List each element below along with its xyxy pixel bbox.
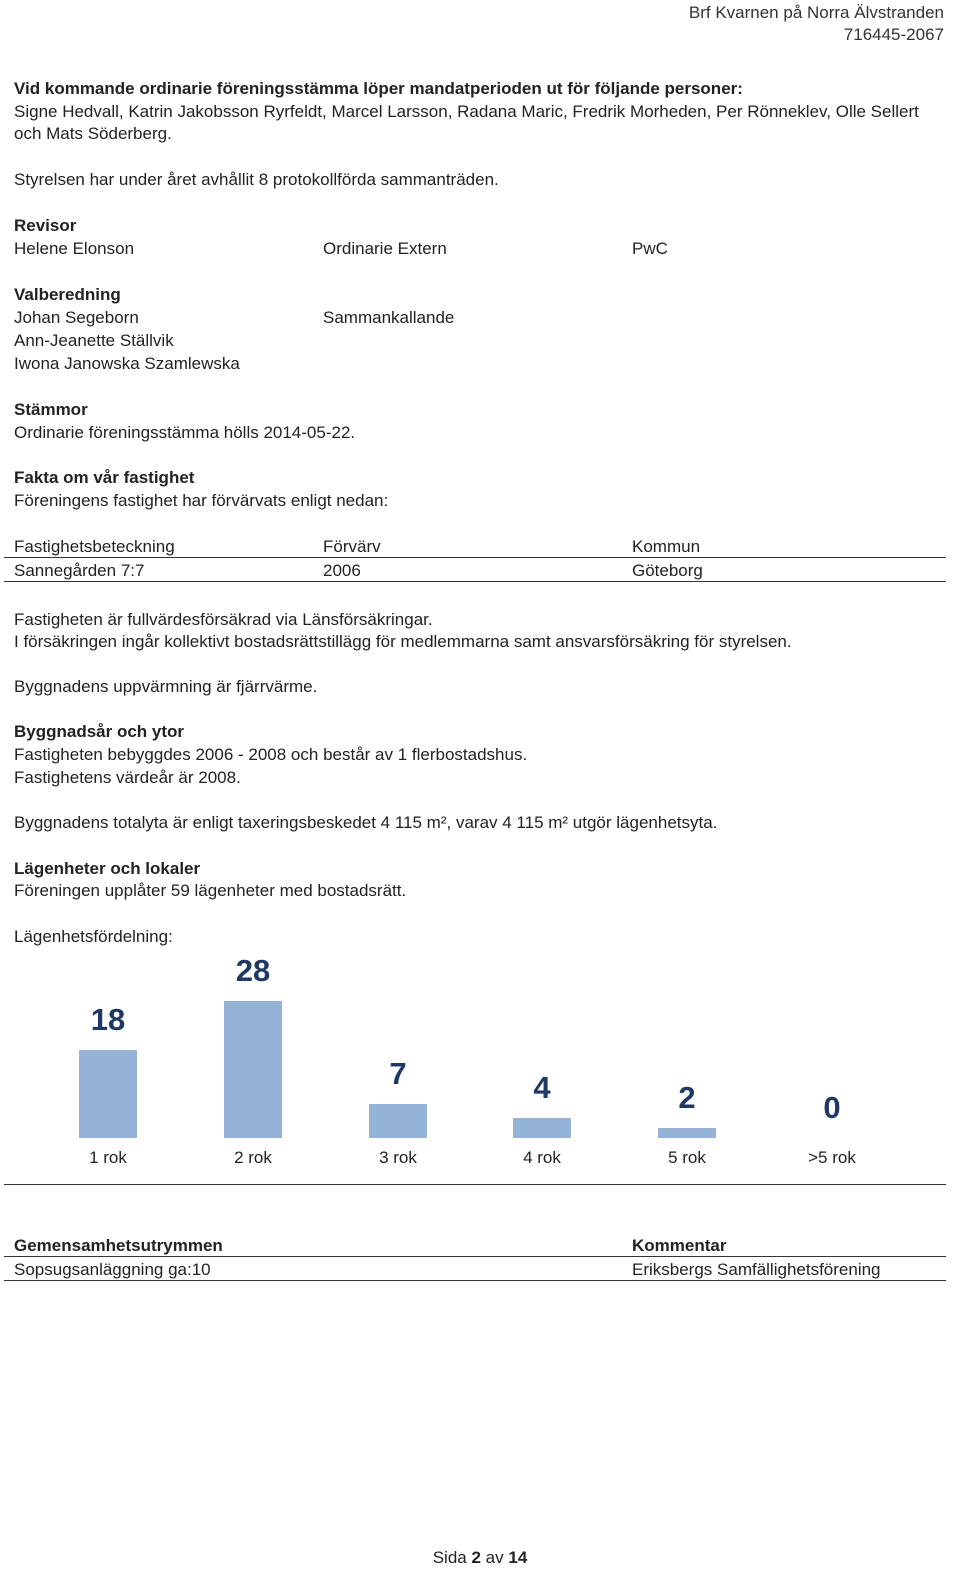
insurance-line-1: Fastigheten är fullvärdesförsäkrad via Länsförsäkringar.	[14, 610, 433, 629]
common-table-header: Kommentar	[632, 1236, 727, 1255]
chart-value-label: 28	[235, 952, 271, 988]
property-table-header: Kommun	[632, 537, 701, 556]
valberedning-role: Sammankallande	[323, 308, 455, 327]
mandate-line-1: Signe Hedvall, Katrin Jakobsson Ryrfeldt, Marcel Larsson, Radana Maric, Fredrik Morheden, Per Rönneklev, Olle Sellert	[14, 102, 919, 121]
valberedning-member: Iwona Janowska Szamlewska	[14, 354, 240, 373]
chart-value-label: 0	[823, 1090, 841, 1125]
lagenheter-heading: Lägenheter och lokaler	[14, 859, 201, 878]
insurance-line-2: I försäkringen ingår kollektivt bostadsrättstillägg för medlemmarna samt ansvarsförsäkring för styrelsen.	[14, 632, 792, 651]
stammor-heading: Stämmor	[14, 400, 88, 419]
apartment-distribution-chart	[0, 952, 960, 1180]
table-divider	[4, 557, 946, 558]
chart-baseline-rule	[4, 1184, 946, 1185]
meetings-text: Styrelsen har under året avhållit 8 protokollförda sammanträden.	[14, 170, 499, 189]
org-name: Brf Kvarnen på Norra Älvstranden	[688, 3, 944, 22]
total-pages: 14	[508, 1548, 528, 1567]
chart-category-label: 3 rok	[379, 1148, 417, 1167]
chart-bar	[658, 1128, 716, 1138]
revisor-firm: PwC	[632, 239, 668, 258]
byggnadsar-line-2: Fastighetens värdeår är 2008.	[14, 768, 241, 787]
table-divider	[4, 1256, 946, 1257]
mandate-heading: Vid kommande ordinarie föreningsstämma löper mandatperioden ut för följande personer:	[14, 79, 743, 98]
fakta-text: Föreningens fastighet har förvärvats enligt nedan:	[14, 491, 389, 510]
current-page: 2	[471, 1548, 481, 1567]
property-table-header: Förvärv	[323, 537, 381, 556]
chart-category-label: 5 rok	[668, 1148, 706, 1167]
chart-category-label: 4 rok	[523, 1148, 561, 1167]
byggnadsar-line-1: Fastigheten bebyggdes 2006 - 2008 och består av 1 flerbostadshus.	[14, 745, 528, 764]
chart-value-label: 18	[90, 1001, 126, 1037]
byggnadsar-heading: Byggnadsår och ytor	[14, 722, 185, 741]
chart-value-label: 4	[533, 1070, 551, 1106]
revisor-name: Helene Elonson	[14, 239, 135, 258]
chart-category-label: 2 rok	[234, 1148, 272, 1167]
table-divider	[4, 1280, 946, 1281]
revisor-role: Ordinarie Extern	[323, 239, 447, 258]
valberedning-member: Johan Segeborn	[14, 308, 139, 327]
lagenheter-text: Föreningen upplåter 59 lägenheter med bostadsrätt.	[14, 881, 407, 900]
org-number: 716445-2067	[843, 25, 944, 44]
chart-category-label: >5 rok	[808, 1148, 856, 1167]
property-table-cell: Sannegården 7:7	[14, 561, 145, 580]
page-prefix: Sida	[432, 1548, 467, 1567]
chart-bar	[369, 1104, 427, 1138]
revisor-heading: Revisor	[14, 216, 77, 235]
property-table-cell: 2006	[323, 561, 361, 580]
property-table-header: Fastighetsbeteckning	[14, 537, 175, 556]
mandate-line-2: och Mats Söderberg.	[14, 124, 172, 143]
page-number	[0, 1548, 960, 1568]
common-table-cell: Eriksbergs Samfällighetsförening	[632, 1260, 881, 1279]
chart-value-label: 2	[678, 1080, 696, 1116]
common-table-cell: Sopsugsanläggning ga:10	[14, 1260, 211, 1279]
heating-text: Byggnadens uppvärmning är fjärrvärme.	[14, 677, 318, 696]
chart-bar	[79, 1050, 137, 1138]
chart-value-label: 7	[389, 1055, 407, 1091]
fakta-heading: Fakta om vår fastighet	[14, 468, 195, 487]
distribution-label: Lägenhetsfördelning:	[14, 927, 173, 946]
valberedning-member: Ann-Jeanette Ställvik	[14, 331, 174, 350]
table-divider	[4, 581, 946, 582]
area-text: Byggnadens totalyta är enligt taxeringsbeskedet 4 115 m², varav 4 115 m² utgör lägenhetsyta.	[14, 813, 718, 832]
chart-bar	[224, 1001, 282, 1138]
valberedning-heading: Valberedning	[14, 285, 121, 304]
chart-bar	[513, 1118, 571, 1138]
common-table-header: Gemensamhetsutrymmen	[14, 1236, 223, 1255]
page-separator: av	[485, 1548, 504, 1567]
property-table-cell: Göteborg	[632, 561, 703, 580]
chart-category-label: 1 rok	[89, 1148, 127, 1167]
stammor-text: Ordinarie föreningsstämma hölls 2014-05-22.	[14, 423, 356, 442]
